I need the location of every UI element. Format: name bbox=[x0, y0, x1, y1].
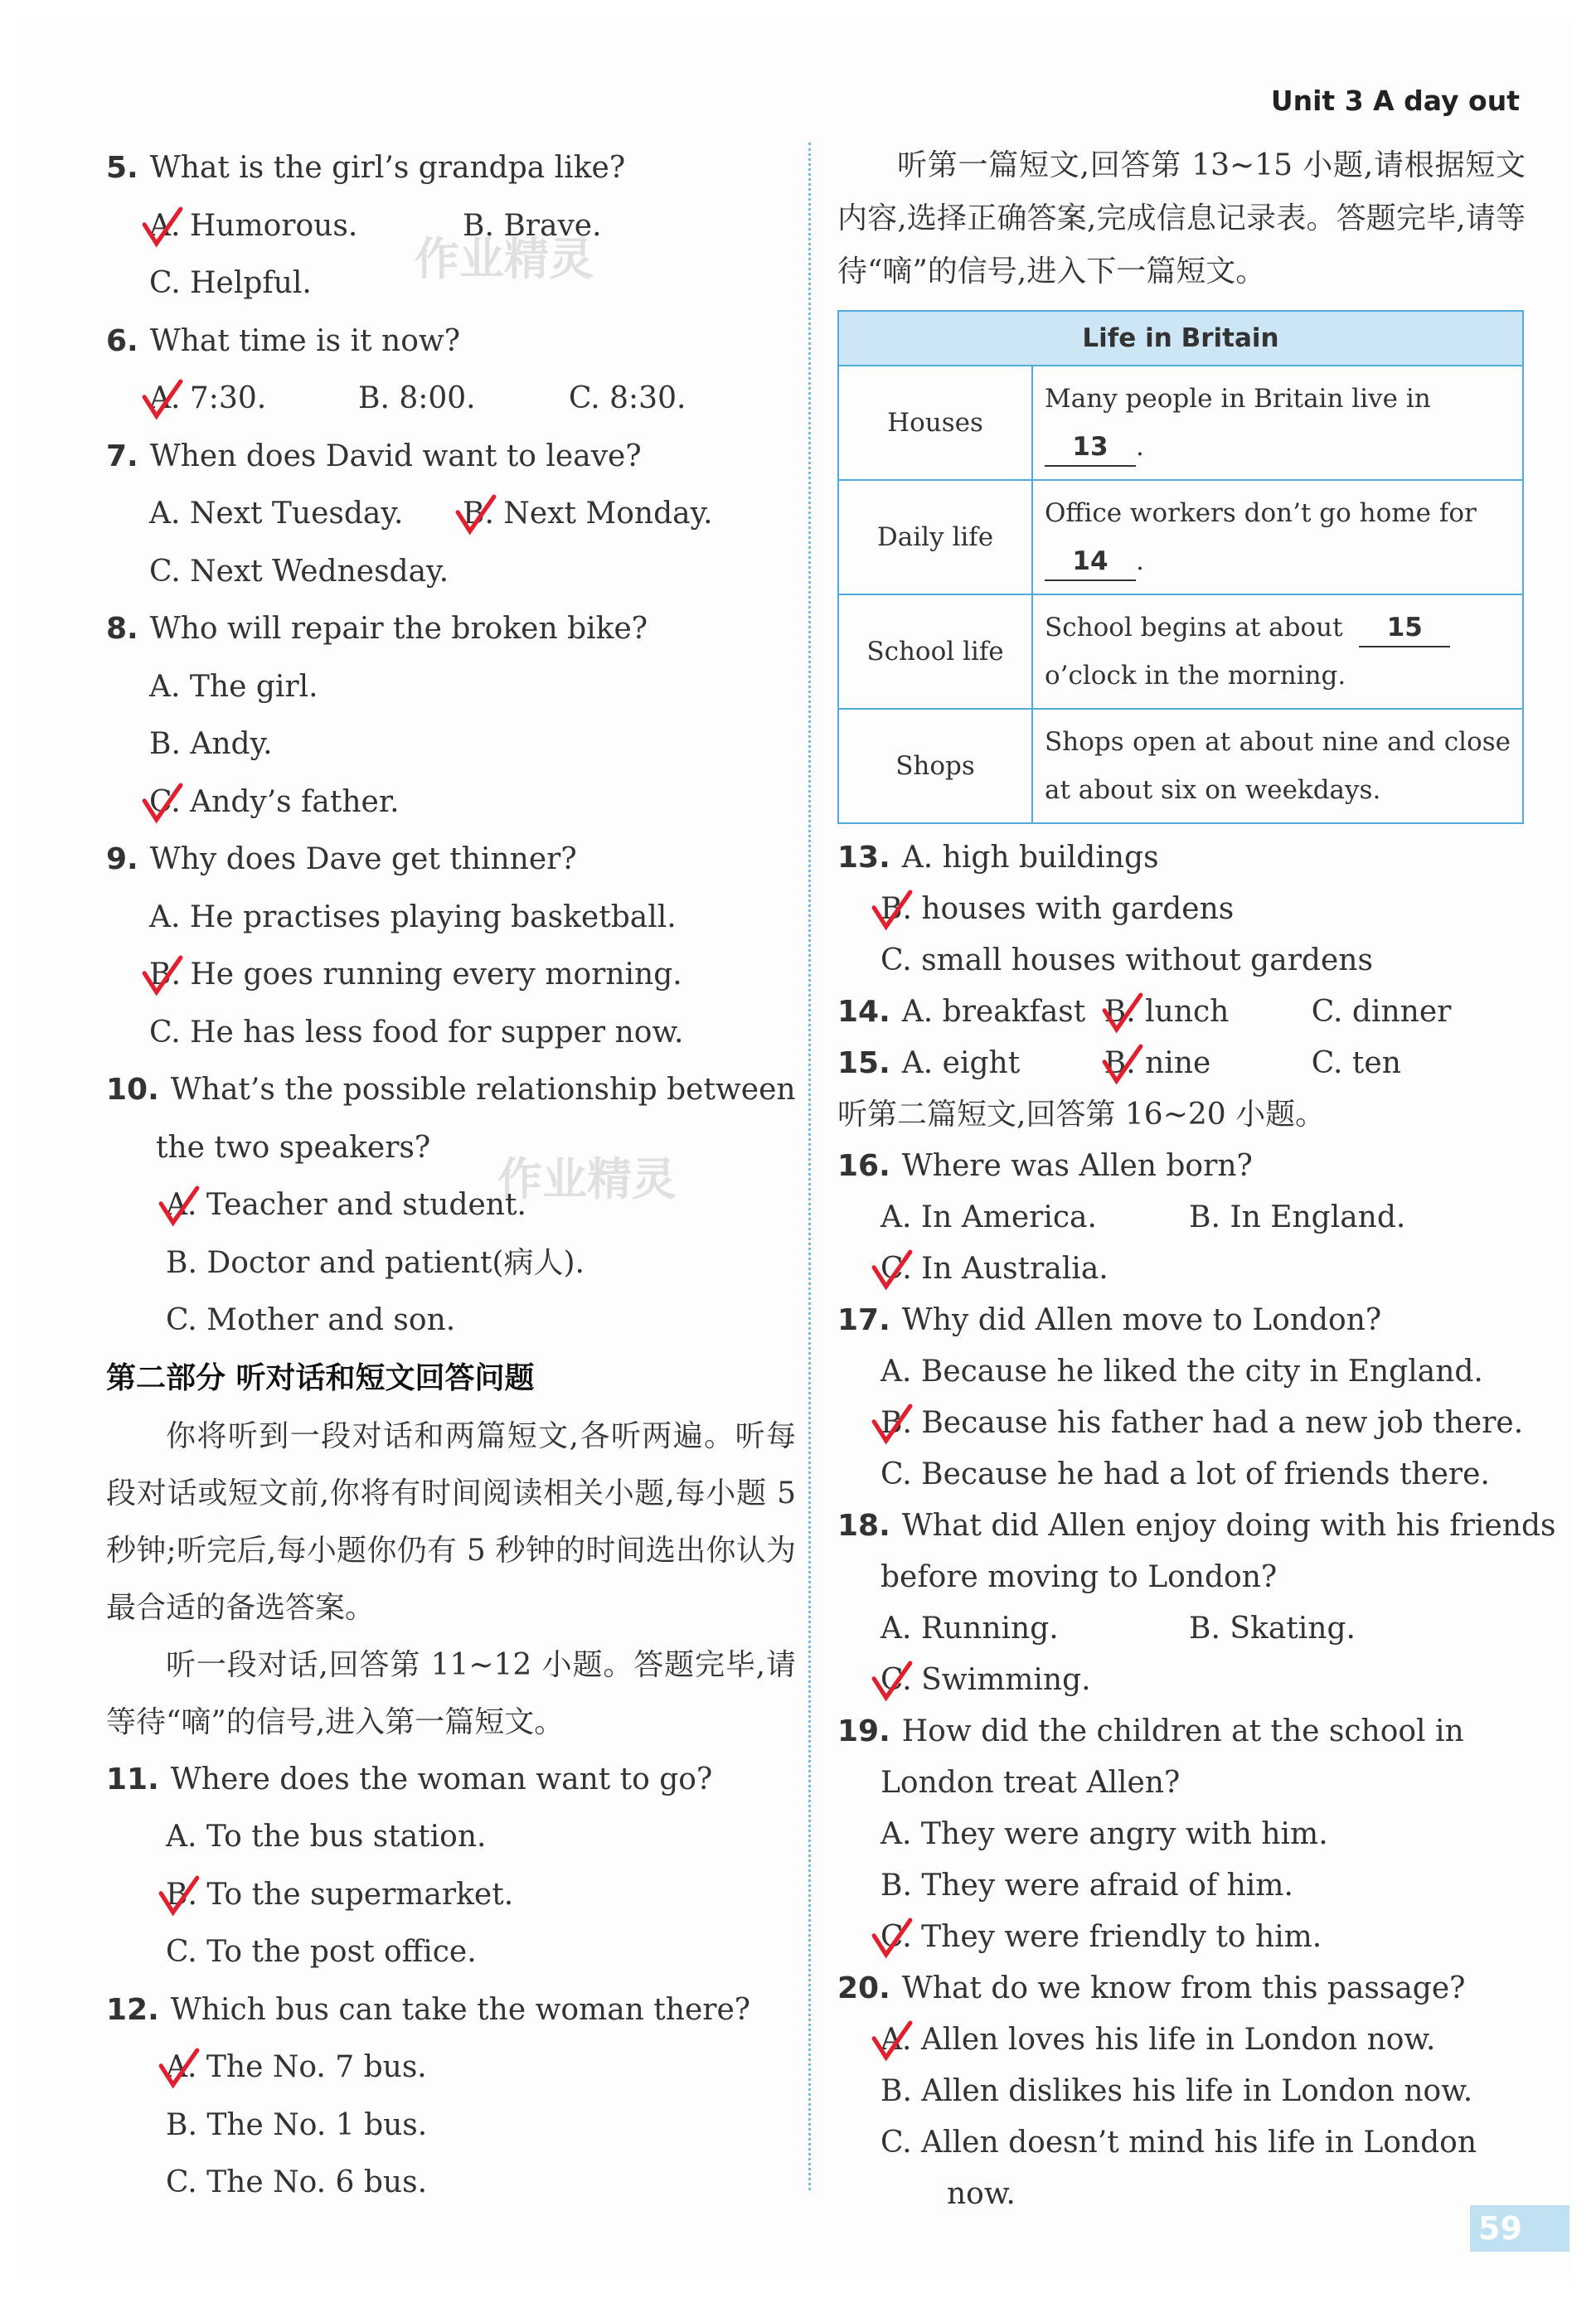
option-b[interactable]: B. Skating. bbox=[1189, 1612, 1356, 1646]
option-a[interactable]: A. eight bbox=[901, 1046, 1021, 1080]
option-a[interactable]: A. To the bus station. bbox=[166, 1820, 487, 1854]
option-c[interactable]: C. Andy’s father. bbox=[106, 773, 796, 832]
option-b[interactable]: B. They were afraid of him. bbox=[880, 1869, 1293, 1903]
question-7: 7. When does David want to leave? bbox=[106, 439, 642, 473]
option-a[interactable]: A. He practises playing basketball. bbox=[149, 899, 677, 934]
option-a[interactable]: A. Next Tuesday. bbox=[149, 497, 404, 531]
question-5: 5. What is the girl’s grandpa like? bbox=[106, 151, 626, 185]
option-c[interactable]: C. Because he had a lot of friends there. bbox=[880, 1457, 1490, 1491]
option-c[interactable]: C. Swimming. bbox=[837, 1655, 1526, 1706]
option-c[interactable]: C. In Australia. bbox=[837, 1244, 1526, 1295]
question-6-options bbox=[106, 370, 796, 428]
option-b[interactable]: B. lunch bbox=[1104, 987, 1312, 1038]
right-column bbox=[837, 139, 1556, 2220]
question-9: 9. Why does Dave get thinner? bbox=[106, 842, 577, 876]
option-b[interactable]: B. houses with gardens bbox=[837, 884, 1526, 935]
option-b[interactable]: B. Brave. bbox=[463, 208, 602, 243]
option-b[interactable]: B. In England. bbox=[1189, 1200, 1406, 1234]
question-7-options-ab bbox=[106, 485, 796, 543]
column-divider bbox=[808, 143, 811, 2190]
row-content: Many people in Britain live in 13 . bbox=[1032, 366, 1523, 480]
row-content: School begins at about 15 o’clock in the morning. bbox=[1032, 594, 1523, 709]
option-a[interactable]: A. Humorous. bbox=[149, 197, 463, 255]
option-a[interactable]: A. The girl. bbox=[149, 669, 318, 704]
option-c[interactable]: C. Mother and son. bbox=[166, 1303, 456, 1337]
question-19: 19. How did the children at the school in bbox=[837, 1714, 1464, 1748]
question-15: 15. A. eight B. nine C. ten bbox=[837, 1038, 1526, 1089]
option-c[interactable]: C. dinner bbox=[1311, 995, 1452, 1029]
option-a[interactable]: A. Allen loves his life in London now. bbox=[837, 2015, 1526, 2066]
option-b[interactable]: B. Because his father had a new job there. bbox=[837, 1398, 1526, 1449]
section-2-instructions: 你将听到一段对话和两篇短文,各听两遍。听每段对话或短文前,你将有时间阅读相关小题,每小题 5 秒钟;听完后,每小题你仍有 5 秒钟的时间选出你认为最合适的备选答案。 bbox=[106, 1418, 796, 1625]
option-c[interactable]: C. They were friendly to him. bbox=[837, 1912, 1526, 1963]
table-title: Life in Britain bbox=[838, 311, 1523, 366]
option-c[interactable]: C. 8:30. bbox=[569, 381, 686, 415]
question-16-options-ab bbox=[837, 1192, 1526, 1244]
question-18-continued: before moving to London? bbox=[880, 1560, 1278, 1594]
row-label: Shops bbox=[838, 709, 1032, 823]
page-number: 59 bbox=[1470, 2205, 1569, 2252]
option-c[interactable]: C. Allen doesn’t mind his life in London bbox=[880, 2126, 1477, 2160]
option-c[interactable]: C. To the post office. bbox=[166, 1935, 477, 1969]
option-b[interactable]: B. He goes running every morning. bbox=[106, 946, 796, 1004]
row-label: School life bbox=[838, 594, 1032, 709]
option-a[interactable]: A. In America. bbox=[880, 1200, 1097, 1234]
option-c[interactable]: C. Helpful. bbox=[149, 266, 312, 300]
left-column bbox=[106, 139, 796, 2212]
option-b[interactable]: B. The No. 1 bus. bbox=[166, 2107, 428, 2142]
option-b[interactable]: B. Next Monday. bbox=[463, 485, 713, 543]
section-2-title: 第二部分 听对话和短文回答问题 bbox=[106, 1360, 535, 1395]
option-c[interactable]: C. small houses without gardens bbox=[880, 943, 1373, 977]
option-b[interactable]: B. To the supermarket. bbox=[106, 1866, 796, 1924]
option-a[interactable]: A. Because he liked the city in England. bbox=[880, 1355, 1483, 1389]
option-a[interactable]: A. They were angry with him. bbox=[880, 1817, 1328, 1851]
question-19-continued: London treat Allen? bbox=[880, 1766, 1181, 1800]
passage-1-instructions: 听第一篇短文,回答第 13~15 小题,请根据短文内容,选择正确答案,完成信息记录表。答题完毕,请等待“嘀”的信号,进入下一篇短文。 bbox=[837, 148, 1526, 288]
question-10: 10. What’s the possible relationship between bbox=[106, 1073, 796, 1107]
question-18: 18. What did Allen enjoy doing with his friends bbox=[837, 1509, 1556, 1543]
question-13: 13. A. high buildings bbox=[837, 841, 1159, 875]
option-a[interactable]: A. Teacher and student. bbox=[106, 1176, 796, 1234]
unit-header: Unit 3 A day out bbox=[1270, 85, 1520, 117]
row-content: Office workers don’t go home for 14 . bbox=[1032, 480, 1523, 594]
row-label: Houses bbox=[838, 366, 1032, 480]
dialogue-instructions: 听一段对话,回答第 11~12 小题。答题完毕,请等待“嘀”的信号,进入第一篇短文。 bbox=[106, 1647, 796, 1739]
watermark: 作业精灵 bbox=[415, 233, 594, 285]
question-20: 20. What do we know from this passage? bbox=[837, 1971, 1466, 2005]
answer-blank[interactable]: 15 bbox=[1359, 609, 1450, 647]
answer-blank[interactable]: 14 bbox=[1045, 543, 1136, 581]
info-table bbox=[837, 310, 1524, 824]
option-b[interactable]: B. Andy. bbox=[149, 727, 273, 761]
question-18-options-ab bbox=[837, 1603, 1526, 1655]
option-a[interactable]: A. The No. 7 bus. bbox=[106, 2039, 796, 2097]
table-row bbox=[838, 480, 1523, 594]
option-b[interactable]: B. Doctor and patient(病人). bbox=[166, 1245, 585, 1280]
question-16: 16. Where was Allen born? bbox=[837, 1149, 1253, 1183]
option-c[interactable]: C. ten bbox=[1311, 1046, 1401, 1080]
watermark: 作业精灵 bbox=[497, 1153, 677, 1205]
question-17: 17. Why did Allen move to London? bbox=[837, 1303, 1382, 1337]
option-a[interactable]: A. 7:30. bbox=[149, 370, 358, 428]
option-a[interactable]: A. Running. bbox=[880, 1612, 1059, 1646]
option-a[interactable]: A. breakfast bbox=[901, 995, 1086, 1029]
row-label: Daily life bbox=[838, 480, 1032, 594]
table-row bbox=[838, 366, 1523, 480]
question-6: 6. What time is it now? bbox=[106, 323, 460, 358]
option-c-continued: now. bbox=[947, 2177, 1016, 2211]
question-10-continued: the two speakers? bbox=[156, 1130, 431, 1165]
question-11: 11. Where does the woman want to go? bbox=[106, 1762, 713, 1796]
table-row bbox=[838, 709, 1523, 823]
option-b[interactable]: B. nine bbox=[1104, 1038, 1312, 1089]
option-c[interactable]: C. He has less food for supper now. bbox=[149, 1015, 684, 1050]
passage-2-instructions: 听第二篇短文,回答第 16~20 小题。 bbox=[837, 1098, 1326, 1132]
option-b[interactable]: B. 8:00. bbox=[358, 381, 476, 415]
row-content: Shops open at about nine and close at about six on weekdays. bbox=[1032, 709, 1523, 823]
option-b[interactable]: B. Allen dislikes his life in London now. bbox=[880, 2074, 1473, 2108]
table-row bbox=[838, 594, 1523, 709]
question-8: 8. Who will repair the broken bike? bbox=[106, 612, 648, 646]
answer-blank[interactable]: 13 bbox=[1045, 429, 1136, 467]
question-5-options-ab bbox=[106, 197, 796, 255]
question-14: 14. A. breakfast B. lunch C. dinner bbox=[837, 987, 1526, 1038]
option-c[interactable]: C. Next Wednesday. bbox=[149, 554, 449, 589]
question-12: 12. Which bus can take the woman there? bbox=[106, 1992, 751, 2027]
option-c[interactable]: C. The No. 6 bus. bbox=[166, 2165, 428, 2199]
